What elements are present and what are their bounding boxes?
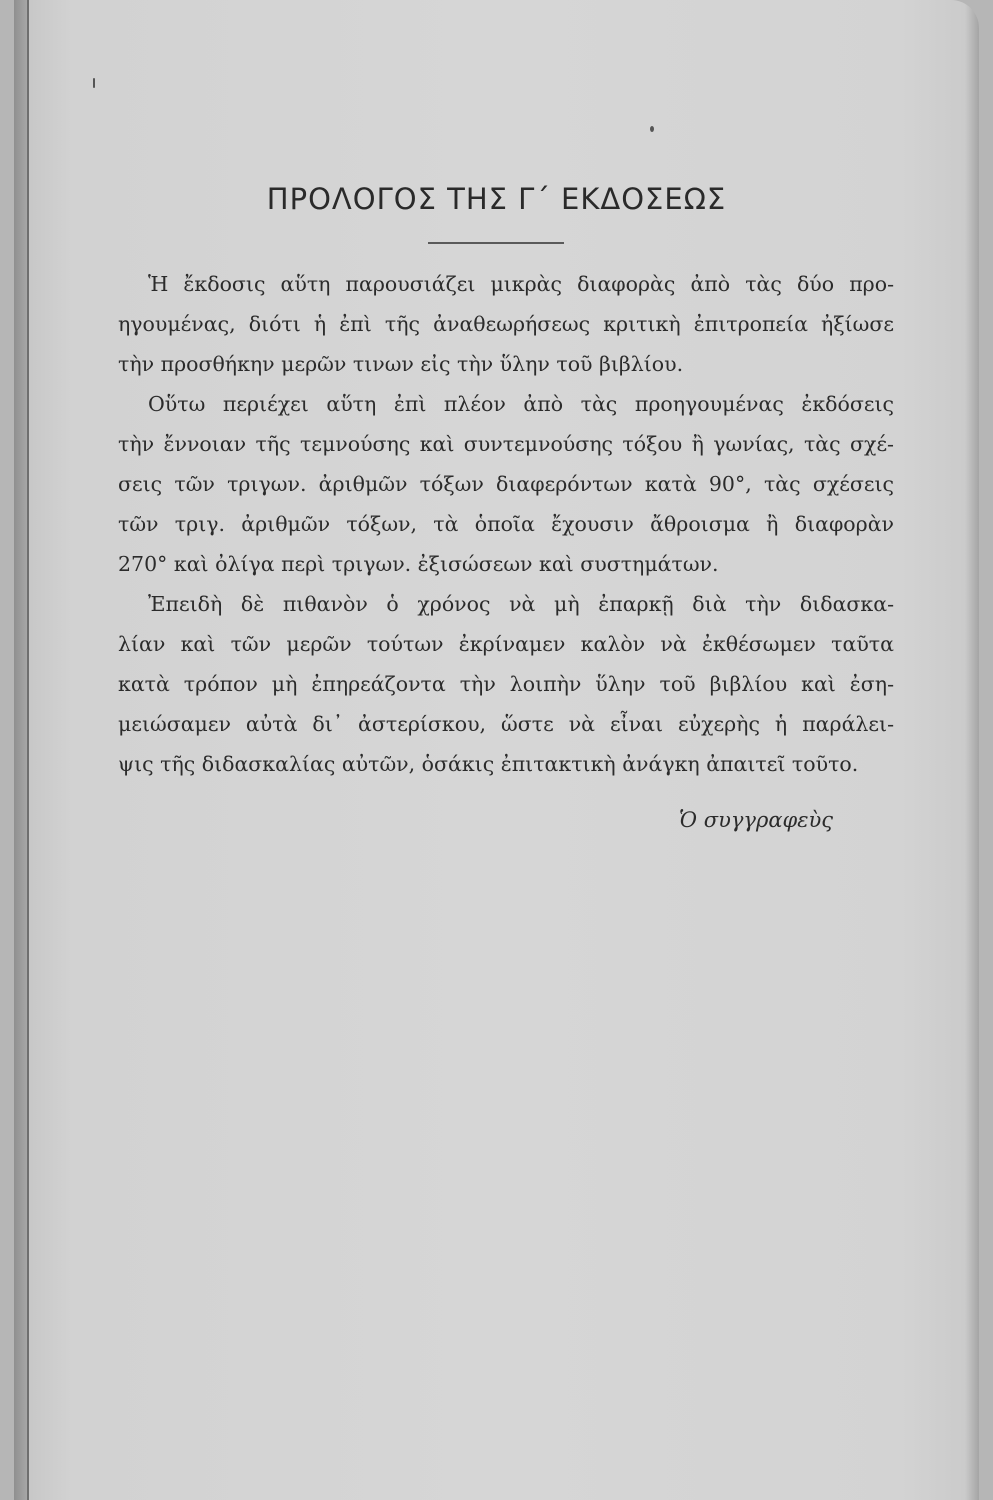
author-signature: Ὁ συγγραφεὺς (679, 808, 833, 832)
spine-line (27, 0, 29, 1500)
text-line: ηγουμένας, διότι ἡ ἐπὶ τῆς ἀναθεωρήσεως κριτικὴ ἐπιτροπεία ἠξίωσε (118, 312, 894, 336)
text-line: 270° καὶ ὀλίγα περὶ τριγων. ἐξισώσεων καὶ συστημάτων. (118, 552, 719, 576)
text-line: τῶν τριγ. ἀριθμῶν τόξων, τὰ ὁποῖα ἔχουσιν ἄθροισμα ἢ διαφορὰν (118, 512, 894, 536)
paragraph-3 (118, 584, 894, 784)
text-line: Ἡ ἔκδοσις αὕτη παρουσιάζει μικρὰς διαφορὰς ἀπὸ τὰς δύο προ- (148, 272, 894, 296)
text-line: μειώσαμεν αὐτὰ δι᾿ ἀστερίσκου, ὥστε νὰ εἶναι εὐχερὴς ἡ παράλει- (118, 712, 894, 736)
text-line: σεις τῶν τριγων. ἀριθμῶν τόξων διαφερόντων κατὰ 90°, τὰς σχέσεις (118, 472, 894, 496)
text-line: Οὕτω περιέχει αὕτη ἐπὶ πλέον ἀπὸ τὰς προηγουμένας ἐκδόσεις (148, 392, 894, 416)
text-line: τὴν προσθήκην μερῶν τινων εἰς τὴν ὕλην τοῦ βιβλίου. (118, 352, 684, 376)
ink-speck (93, 78, 95, 88)
text-line: τὴν ἔννοιαν τῆς τεμνούσης καὶ συντεμνούσης τόξου ἢ γωνίας, τὰς σχέ- (118, 432, 894, 456)
text-line: κατὰ τρόπον μὴ ἐπηρεάζοντα τὴν λοιπὴν ὕλην τοῦ βιβλίου καὶ ἐση- (118, 672, 894, 696)
page-title: ΠΡΟΛΟΓΟΣ ΤΗΣ Γ΄ ΕΚΔΟΣΕΩΣ (266, 182, 727, 216)
text-line: ψις τῆς διδασκαλίας αὐτῶν, ὁσάκις ἐπιτακτικὴ ἀνάγκη ἀπαιτεῖ τοῦτο. (118, 752, 859, 776)
page-right-shadow (965, 0, 979, 1500)
paragraph-2 (118, 384, 894, 584)
text-line: λίαν καὶ τῶν μερῶν τούτων ἐκρίναμεν καλὸν νὰ ἐκθέσωμεν ταῦτα (118, 632, 894, 656)
text-line: Ἐπειδὴ δὲ πιθανὸν ὁ χρόνος νὰ μὴ ἐπαρκῇ διὰ τὴν διδασκα- (148, 592, 894, 616)
ink-speck (650, 126, 654, 132)
page-left-edge (14, 0, 28, 1500)
paragraph-1 (118, 264, 894, 384)
title-rule (428, 242, 564, 244)
